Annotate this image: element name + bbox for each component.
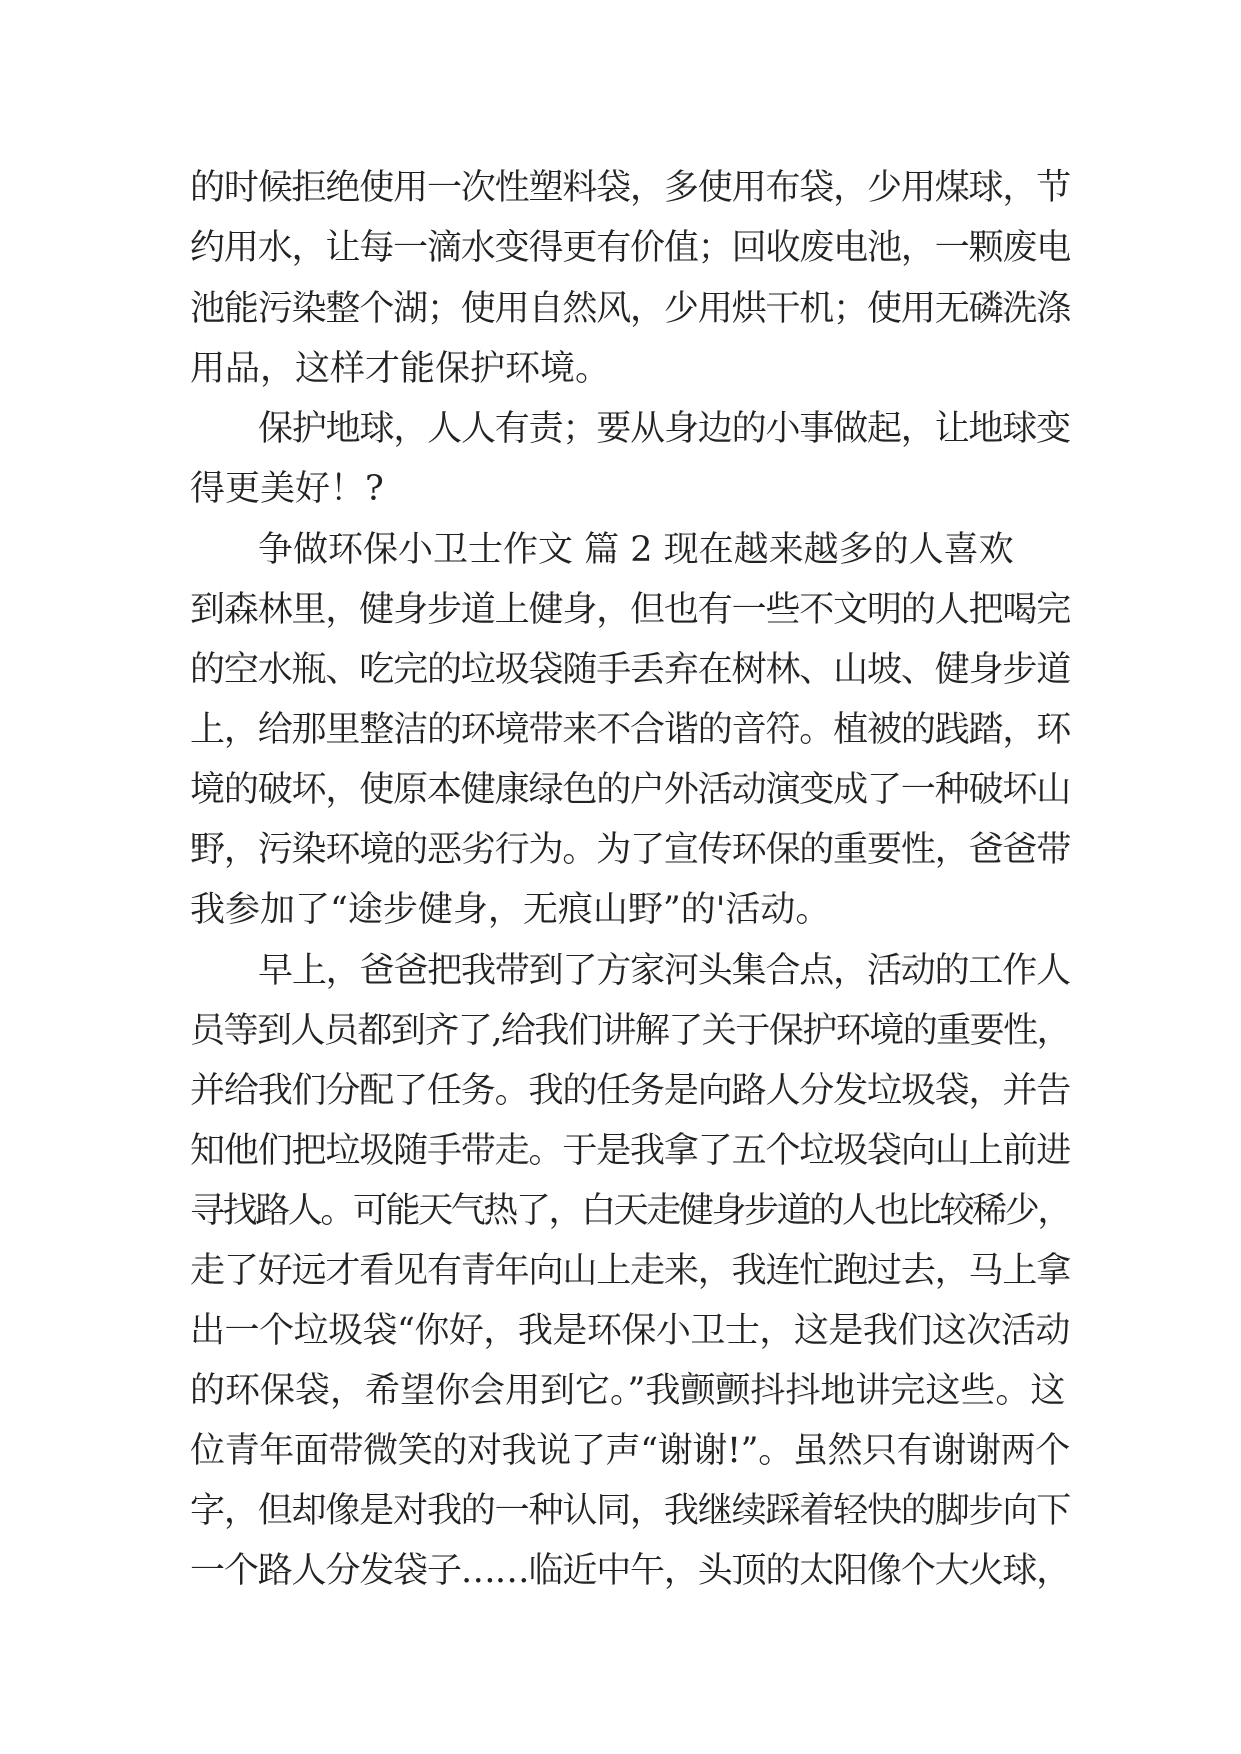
text-line: 野，污染环境的恶劣行为。为了宣传环保的重要性，爸爸带	[190, 830, 1071, 870]
text-line: 池能污染整个湖；使用自然风，少用烘干机；使用无磷洗涤	[190, 289, 1071, 329]
paragraph-start-line: 保护地球，人人有责；要从身边的小事做起，让地球变	[258, 409, 1070, 449]
text-line: 约用水，让每一滴水变得更有价值；回收废电池，一颗废电	[190, 228, 1071, 268]
text-line: 得更美好！?	[190, 469, 384, 509]
text-line: 用品，这样才能保护环境。	[190, 349, 611, 389]
text-line: 一个路人分发袋子……临近中午，头顶的太阳像个大火球，	[190, 1551, 1071, 1591]
section-heading-line: 争做环保小卫士作文 篇 2 现在越来越多的人喜欢	[258, 530, 1014, 570]
text-line: 的环保袋，希望你会用到它。”我颤颤抖抖地讲完这些。这	[190, 1371, 1066, 1411]
text-line: 并给我们分配了任务。我的任务是向路人分发垃圾袋，并告	[190, 1071, 1071, 1111]
text-line: 寻找路人。可能天气热了，白天走健身步道的人也比较稀少，	[190, 1191, 1070, 1231]
text-line: 境的破坏，使原本健康绿色的户外活动演变成了一种破坏山	[190, 770, 1071, 810]
text-line: 出一个垃圾袋“你好，我是环保小卫士，这是我们这次活动	[190, 1311, 1070, 1351]
text-line: 的空水瓶、吃完的垃圾袋随手丢弃在树林、山坡、健身步道	[190, 650, 1071, 690]
text-line: 走了好远才看见有青年向山上走来，我连忙跑过去，马上拿	[190, 1251, 1071, 1291]
text-line: 位青年面带微笑的对我说了声“谢谢!”。虽然只有谢谢两个	[190, 1431, 1070, 1471]
text-line: 我参加了“途步健身，无痕山野”的'活动。	[190, 890, 831, 930]
text-line: 员等到人员都到齐了,给我们讲解了关于保护环境的重要性，	[190, 1011, 1071, 1051]
text-line: 的时候拒绝使用一次性塑料袋，多使用布袋，少用煤球，节	[190, 168, 1071, 208]
text-line: 知他们把垃圾随手带走。于是我拿了五个垃圾袋向山上前进	[190, 1131, 1071, 1171]
paragraph-start-line: 早上，爸爸把我带到了方家河头集合点，活动的工作人	[258, 951, 1070, 991]
text-line: 上，给那里整洁的环境带来不合谐的音符。植被的践踏，环	[190, 710, 1071, 750]
text-line: 到森林里，健身步道上健身，但也有一些不文明的人把喝完	[190, 590, 1071, 630]
text-line: 字，但却像是对我的一种认同，我继续踩着轻快的脚步向下	[190, 1491, 1071, 1531]
